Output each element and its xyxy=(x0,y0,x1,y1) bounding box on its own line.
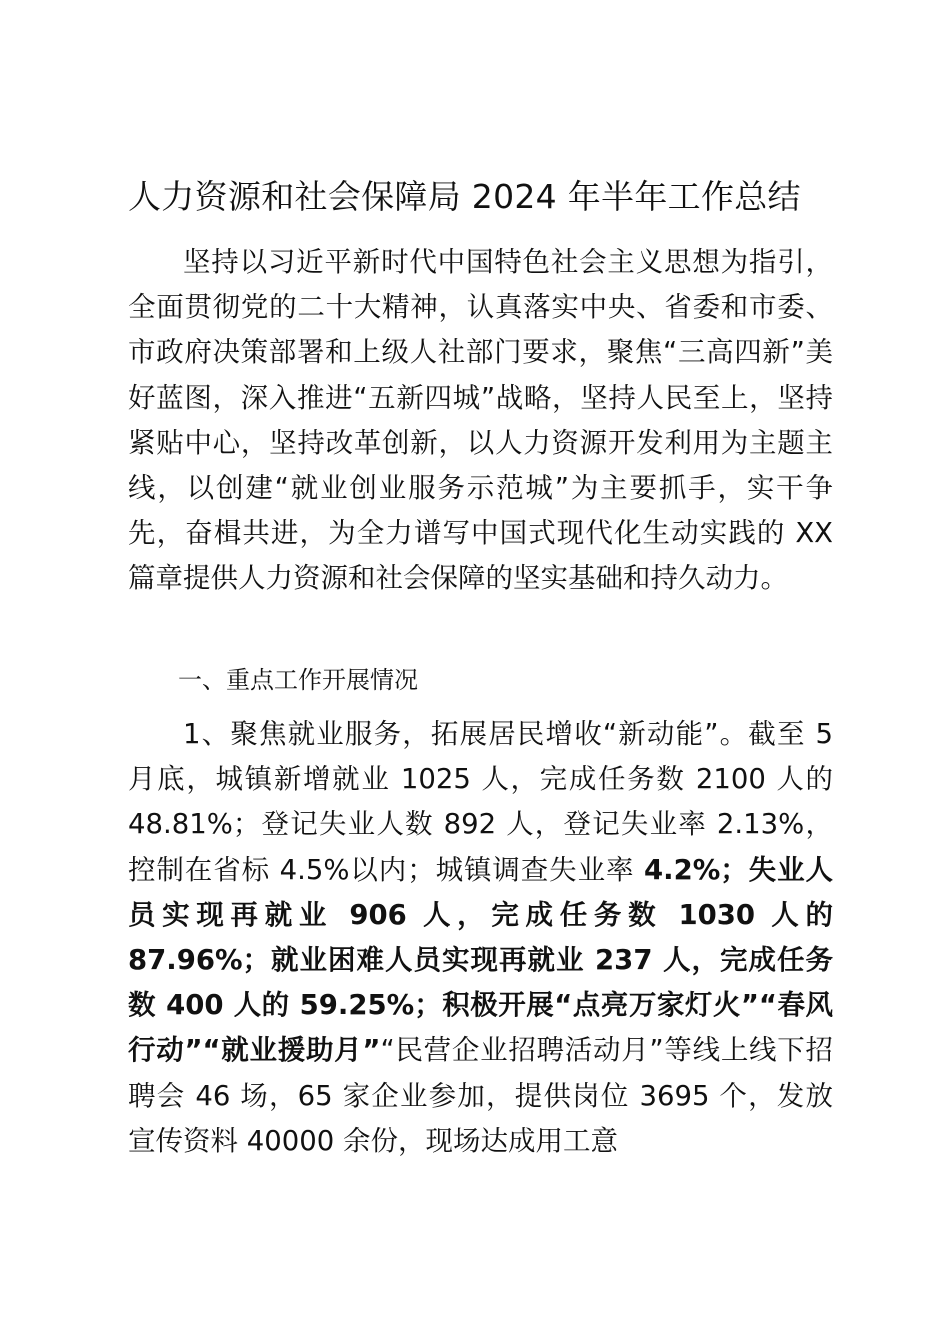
item-1-text-continued: “民营企业招聘活动月”等线上线下招聘会 46 场，65 家企业参加，提供岗位 3695 个，发放宣传资料 40000 余份，现场达成用工意 xyxy=(128,1034,833,1157)
item-1-paragraph xyxy=(128,712,833,1164)
intro-paragraph: 坚持以习近平新时代中国特色社会主义思想为指引，全面贯彻党的二十大精神，认真落实中央、省委和市委、市政府决策部署和上级人社部门要求，聚焦“三高四新”美好蓝图，深入推进“五新四城”战略，坚持人民至上，坚持紧贴中心，坚持改革创新，以人力资源开发利用为主题主线，以创建“就业创业服务示范城”为主要抓手，实干争先，奋楫共进，为全力谱写中国式现代化生动实践的 XX 篇章提供人力资源和社会保障的坚实基础和持久动力。 xyxy=(128,246,833,595)
section-heading: 一、重点工作开展情况 xyxy=(178,666,418,694)
item-1-text-regular: 1、聚焦就业服务，拓展居民增收“新动能”。截至 5 月底，城镇新增就业 1025 人，完成任务数 2100 人的 48.81%；登记失业人数 892 人，登记失业率 2.13%，控制在省标 4.5%以内；城镇调查失业率 xyxy=(128,718,833,886)
item-1-text-bold: 4.2%；失业人员实现再就业 906 人，完成任务数 1030 人的 87.96%；就业困难人员实现再就业 237 人，完成任务数 400 人的 59.25%；积极开展“点亮万家灯火”“春风行动”“就业援助月” xyxy=(128,853,833,1067)
document-title: 人力资源和社会保障局 2024 年半年工作总结 xyxy=(128,177,801,216)
